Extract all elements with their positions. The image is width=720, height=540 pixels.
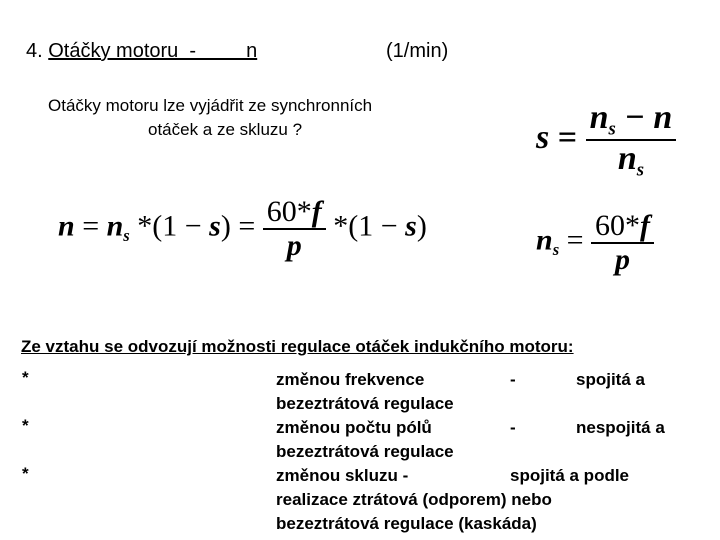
list-item-cont: bezeztrátová regulace — [276, 442, 454, 461]
list-item: změnou frekvence - spojitá a — [276, 370, 645, 389]
slip-denominator: ns — [617, 140, 645, 181]
speed-fraction: $\frac{60*f}{p}$ — [263, 196, 326, 261]
sync-formula: ns = $\frac{60*f}{p}$ — [536, 210, 654, 275]
bullet-1: * — [22, 368, 29, 387]
title-prefix: 4. — [26, 40, 49, 62]
title-unit: (1/min) — [386, 40, 449, 62]
speed-lhs: n — [58, 209, 75, 243]
list-item-cont: bezeztrátová regulace — [276, 394, 454, 413]
slip-formula — [536, 100, 676, 180]
slip-eq: = — [557, 118, 578, 156]
question-line-1: Otáčky motoru lze vyjádřit ze synchronních — [48, 96, 373, 115]
slip-fraction — [586, 100, 677, 180]
title-text: Otáčky motoru - n — [48, 40, 258, 62]
list-item-cont: bezeztrátová regulace (kaskáda) — [276, 514, 537, 533]
list-item: změnou počtu pólů - nespojitá a — [276, 418, 665, 437]
regulation-heading: Ze vztahu se odvozují možnosti regulace otáček indukčního motoru: — [21, 337, 574, 356]
slip-numerator: ns − n — [589, 99, 673, 140]
regulation-list — [276, 368, 706, 536]
list-item-cont: realizace ztrátová (odporem) nebo — [276, 490, 552, 509]
bullet-2: * — [22, 416, 29, 435]
sync-fraction: $\frac{60*f}{p}$ — [591, 210, 654, 275]
list-item: změnou skluzu - spojitá a podle — [276, 466, 630, 485]
speed-formula: n = ns *(1 − s) = $\frac{60*f}{p}$ *(1 − s) — [58, 195, 427, 262]
page-title — [26, 40, 449, 63]
speed-eq: = — [82, 209, 100, 243]
slip-lhs: s — [536, 118, 550, 156]
bullet-3: * — [22, 464, 29, 483]
question-line-2: otáček a ze skluzu ? — [148, 120, 303, 139]
